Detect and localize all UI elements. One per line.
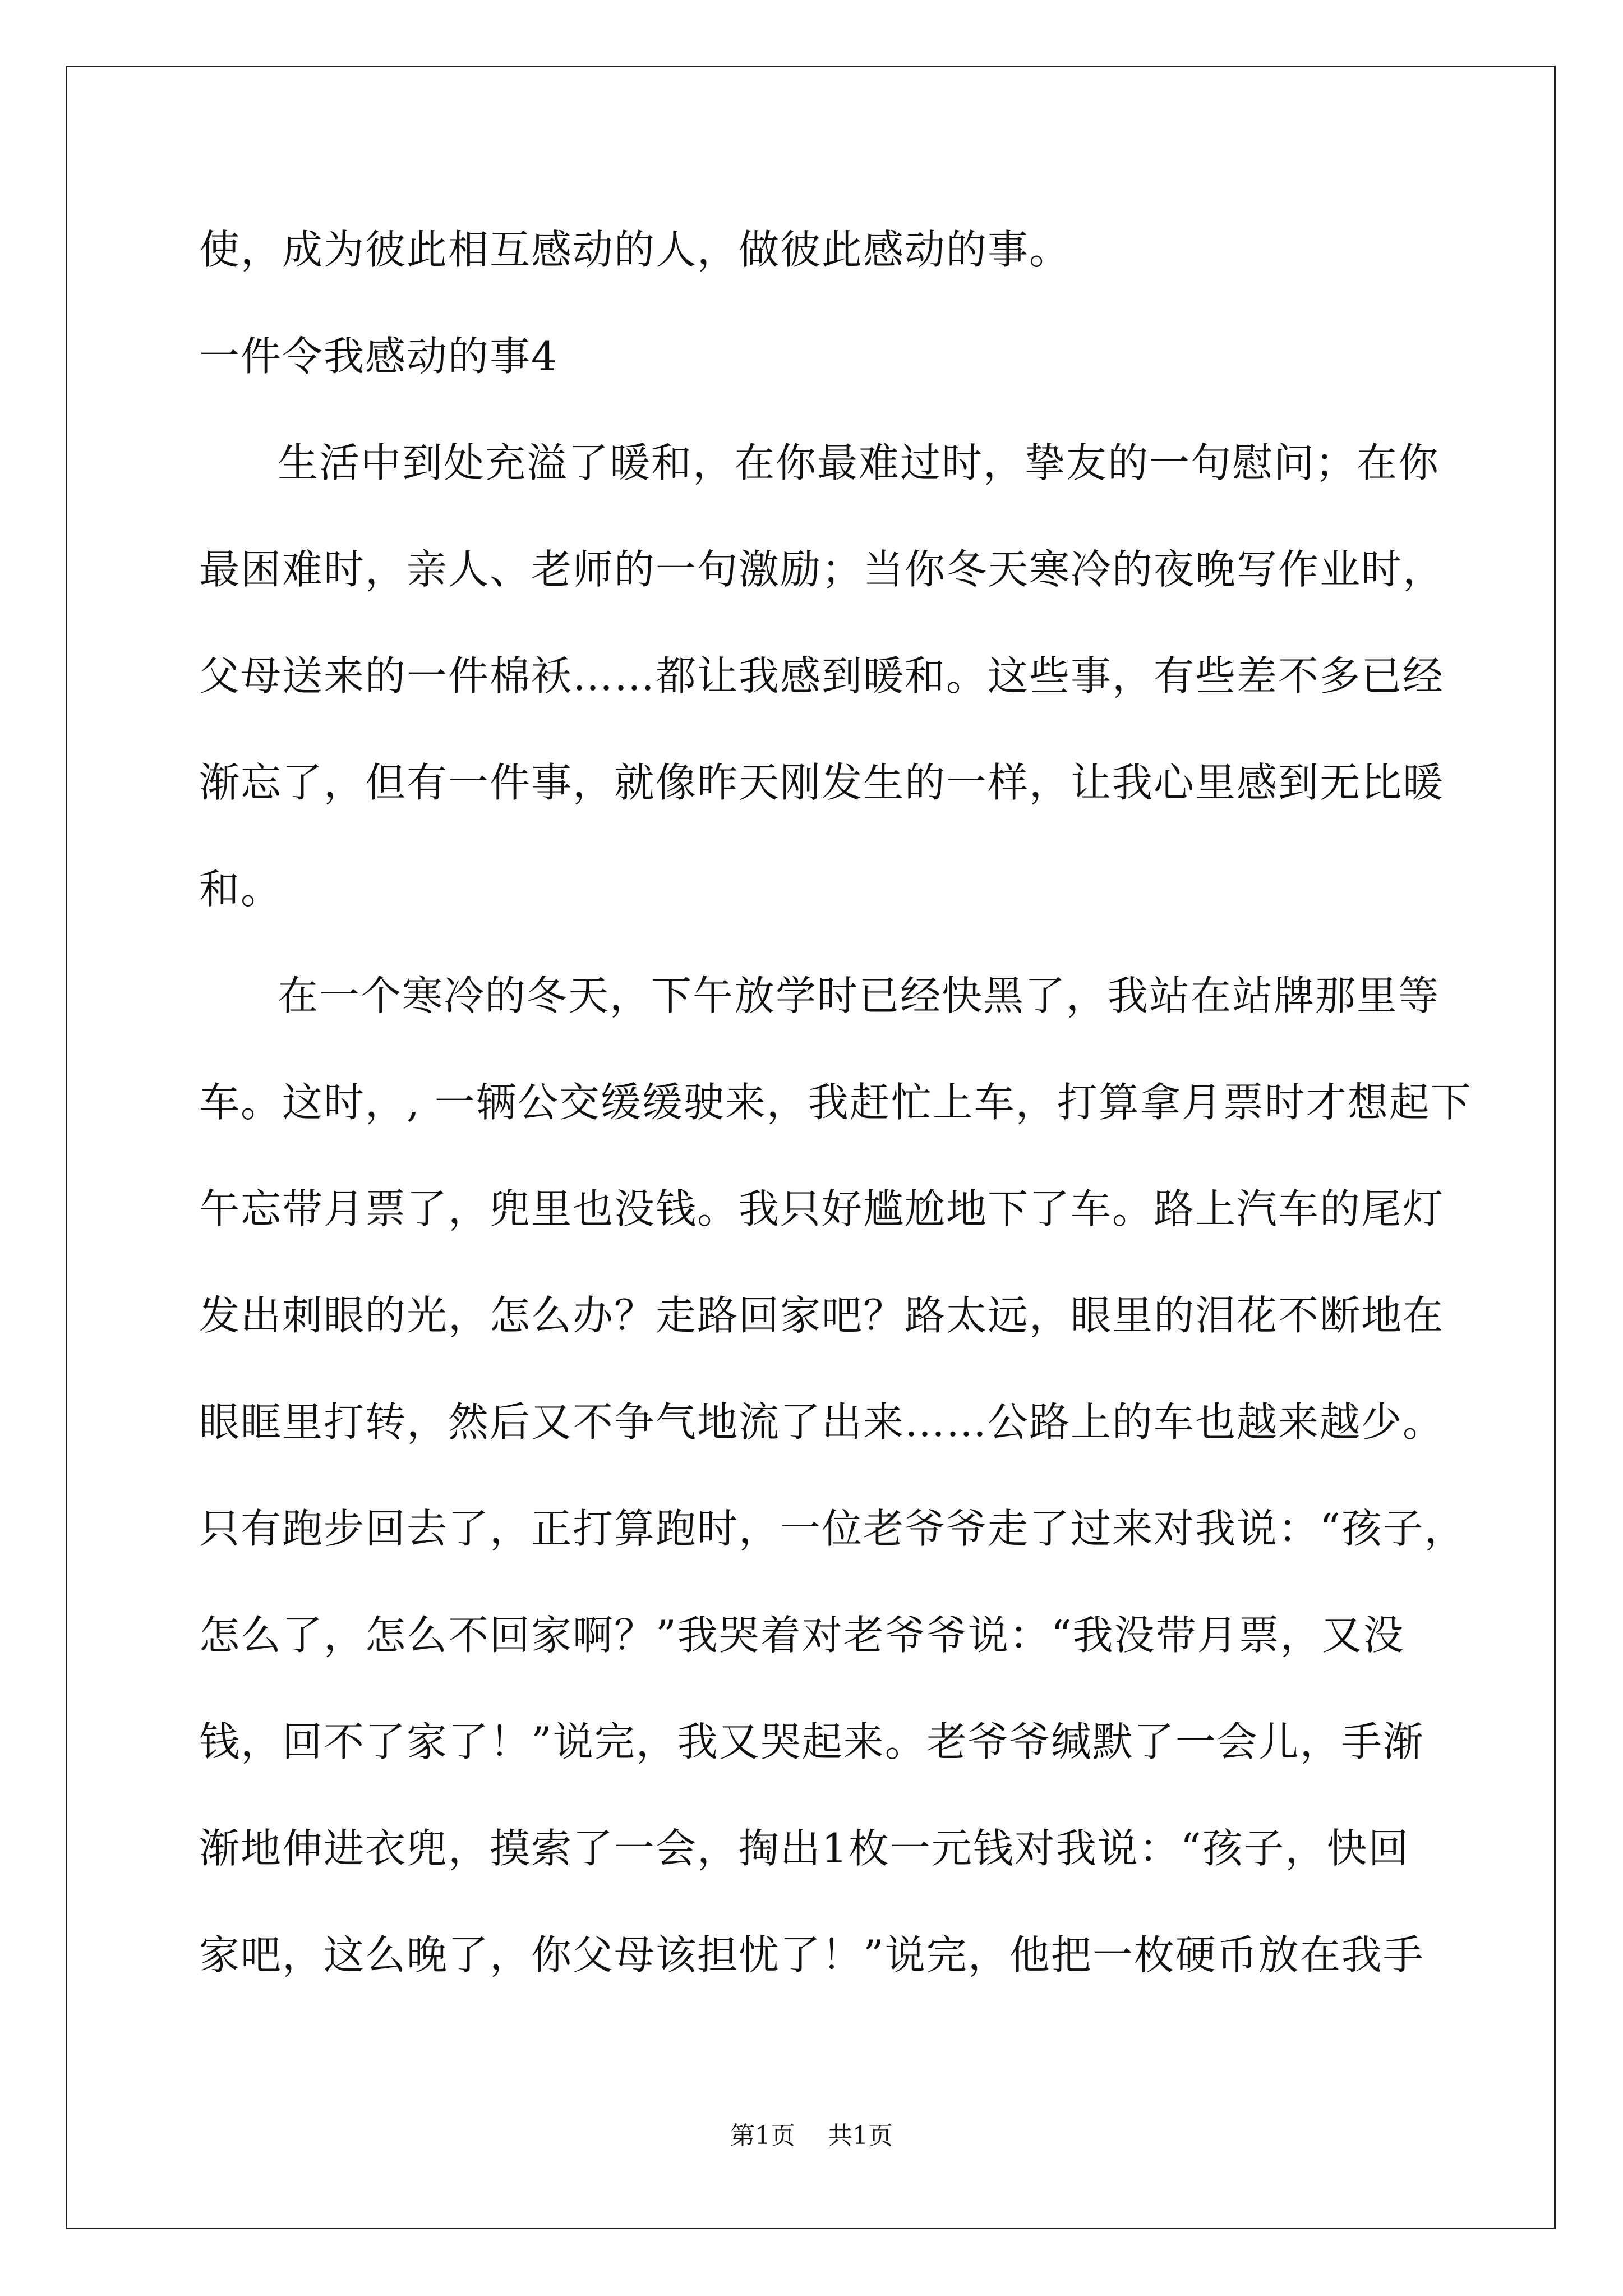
- text-line-10: 午忘带月票了，兜里也没钱。我只好尴尬地下了车。路上汽车的尾灯: [199, 1185, 1445, 1232]
- text-line-9: 车。这时，, 一辆公交缓缓驶来，我赶忙上车，打算拿月票时才想起下: [199, 1079, 1472, 1126]
- text-line-4: 最困难时，亲人、老师的一句激励；当你冬天寒冷的夜晚写作业时，: [199, 546, 1445, 593]
- text-line-5: 父母送来的一件棉袄……都让我感到暖和。这些事，有些差不多已经: [199, 652, 1445, 700]
- text-line-17: 家吧，这么晚了，你父母该担忧了！”说完，他把一枚硬币放在我手: [199, 1931, 1424, 1978]
- text-line-12: 眼眶里打转，然后又不争气地流了出来……公路上的车也越来越少。: [199, 1398, 1445, 1446]
- page-footer: [0, 2119, 1623, 2153]
- text-line-13: 只有跑步回去了，正打算跑时，一位老爷爷走了过来对我说：“孩子，: [199, 1505, 1466, 1552]
- text-line-15: 钱，回不了家了！”说完，我又哭起来。老爷爷缄默了一会儿，手渐: [199, 1718, 1424, 1765]
- page-total: 共1页: [828, 2122, 893, 2150]
- text-line-11: 发出刺眼的光，怎么办？走路回家吧？路太远，眼里的泪花不断地在: [199, 1292, 1445, 1339]
- text-line-3: 生活中到处充溢了暖和，在你最难过时，挚友的一句慰问；在你: [278, 439, 1440, 486]
- text-line-8: 在一个寒冷的冬天，下午放学时已经快黑了，我站在站牌那里等: [278, 972, 1440, 1019]
- page-number: 第1页: [730, 2122, 795, 2150]
- text-line-14: 怎么了，怎么不回家啊？”我哭着对老爷爷说：“我没带月票，又没: [199, 1612, 1405, 1659]
- document-body: [199, 213, 1472, 2025]
- text-line-1: 使，成为彼此相互感动的人，做彼此感动的事。: [199, 226, 1071, 273]
- text-line-7: 和。: [199, 866, 283, 913]
- text-line-16: 渐地伸进衣兜，摸索了一会，掏出1枚一元钱对我说：“孩子，快回: [199, 1825, 1410, 1872]
- text-line-6: 渐忘了，但有一件事，就像昨天刚发生的一样，让我心里感到无比暖: [199, 759, 1445, 806]
- section-heading: 一件令我感动的事4: [199, 333, 558, 380]
